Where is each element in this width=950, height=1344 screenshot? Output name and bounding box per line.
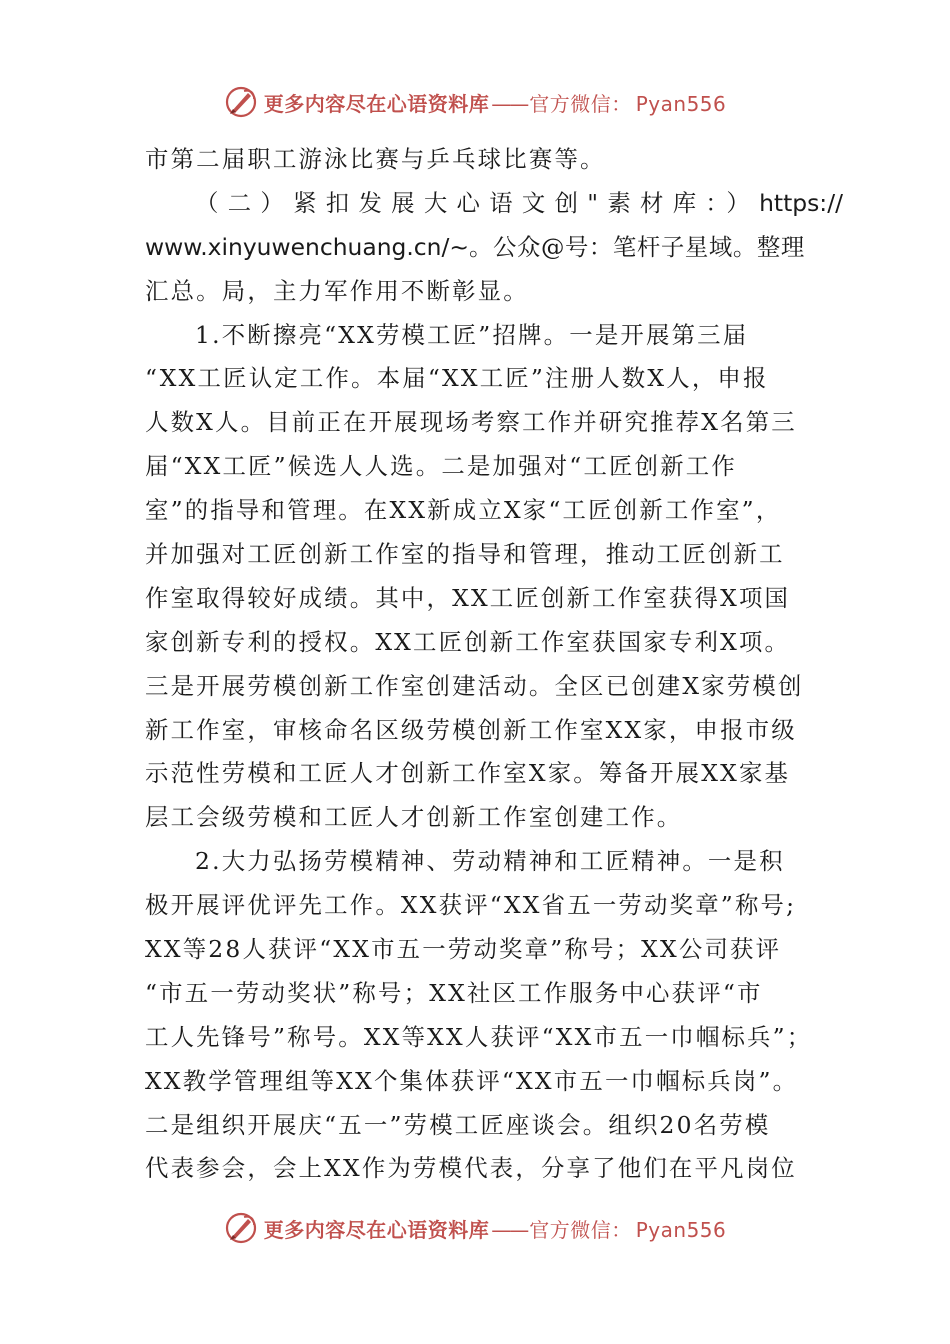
text-line bbox=[145, 182, 843, 226]
text-line: 极开展评优评先工作。XX获评“XX省五一劳动奖章”称号; bbox=[145, 891, 797, 920]
text-line: 二是组织开展庆“五一”劳模工匠座谈会。组织20名劳模 bbox=[145, 1110, 771, 1139]
pen-logo-icon bbox=[224, 85, 258, 119]
text-segment: （二）紧扣发展大心语文创"素材库：） bbox=[195, 188, 760, 217]
text-line: 汇总。局，主力军作用不断彰显。 bbox=[145, 276, 529, 305]
footer-banner bbox=[0, 1208, 950, 1248]
banner-sub-text: 官方微信： bbox=[529, 1217, 632, 1242]
text-line: 1.不断擦亮“XX劳模工匠”招牌。一是开展第三届 bbox=[195, 320, 749, 349]
text-line: 并加强对工匠创新工作室的指导和管理，推动工匠创新工 bbox=[145, 540, 785, 569]
text-line: 示范性劳模和工匠人才创新工作室X家。筹备开展XX家基 bbox=[145, 759, 791, 788]
text-line: 市第二届职工游泳比赛与乒乓球比赛等。 bbox=[145, 145, 606, 173]
text-url-segment: https:// bbox=[759, 188, 843, 217]
text-line: 2.大力弘扬劳模精神、劳动精神和工匠精神。一是积 bbox=[195, 847, 785, 876]
text-line: 工人先锋号”称号。XX等XX人获评“XX市五一巾帼标兵”； bbox=[145, 1022, 813, 1051]
document-body bbox=[145, 138, 843, 1191]
banner-main-text: 更多内容尽在心语资料库 bbox=[263, 1217, 490, 1242]
text-line: XX教学管理组等XX个集体获评“XX市五一巾帼标兵岗”。 bbox=[145, 1066, 799, 1095]
text-line: “XX工匠认定工作。本届“XX工匠”注册人数X人，申报 bbox=[145, 364, 769, 393]
text-line: 人数X人。目前正在开展现场考察工作并研究推荐X名第三 bbox=[145, 408, 797, 437]
text-line: 三是开展劳模创新工作室创建活动。全区已创建X家劳模创 bbox=[145, 671, 804, 700]
banner-wechat-id: Pyan556 bbox=[635, 1217, 727, 1242]
text-line: XX等28人获评“XX市五一劳动奖章”称号；XX公司获评 bbox=[145, 935, 782, 964]
text-line bbox=[145, 226, 807, 270]
banner-text bbox=[264, 88, 727, 117]
banner-text bbox=[264, 1214, 727, 1243]
text-line: 代表参会，会上XX作为劳模代表，分享了他们在平凡岗位 bbox=[145, 1154, 797, 1183]
banner-sub-text: 官方微信： bbox=[529, 91, 632, 116]
text-line: 家创新专利的授权。XX工匠创新工作室获国家专利X项。 bbox=[145, 627, 791, 656]
text-line: 层工会级劳模和工匠人才创新工作室创建工作。 bbox=[145, 803, 683, 832]
text-line: 室”的指导和管理。在XX新成立X家“工匠创新工作室”， bbox=[145, 496, 782, 525]
banner-main-text: 更多内容尽在心语资料库 bbox=[263, 91, 490, 116]
text-url-segment: www.xinyuwenchuang.cn/~ bbox=[145, 232, 469, 261]
text-line: 作室取得较好成绩。其中，XX工匠创新工作室获得X项国 bbox=[145, 583, 791, 612]
text-line: 新工作室，审核命名区级劳模创新工作室XX家，申报市级 bbox=[145, 715, 797, 744]
header-banner bbox=[0, 82, 950, 122]
text-line: “市五一劳动奖状”称号；XX社区工作服务中心获评“市 bbox=[145, 978, 763, 1007]
banner-dash: —— bbox=[491, 1217, 528, 1242]
pen-logo-icon bbox=[224, 1211, 258, 1245]
text-segment: 。公众@号：笔杆子星域。整理 bbox=[468, 232, 805, 261]
banner-wechat-id: Pyan556 bbox=[635, 91, 727, 116]
banner-dash: —— bbox=[491, 91, 528, 116]
text-line: 届“XX工匠”候选人人选。二是加强对“工匠创新工作 bbox=[145, 452, 737, 481]
